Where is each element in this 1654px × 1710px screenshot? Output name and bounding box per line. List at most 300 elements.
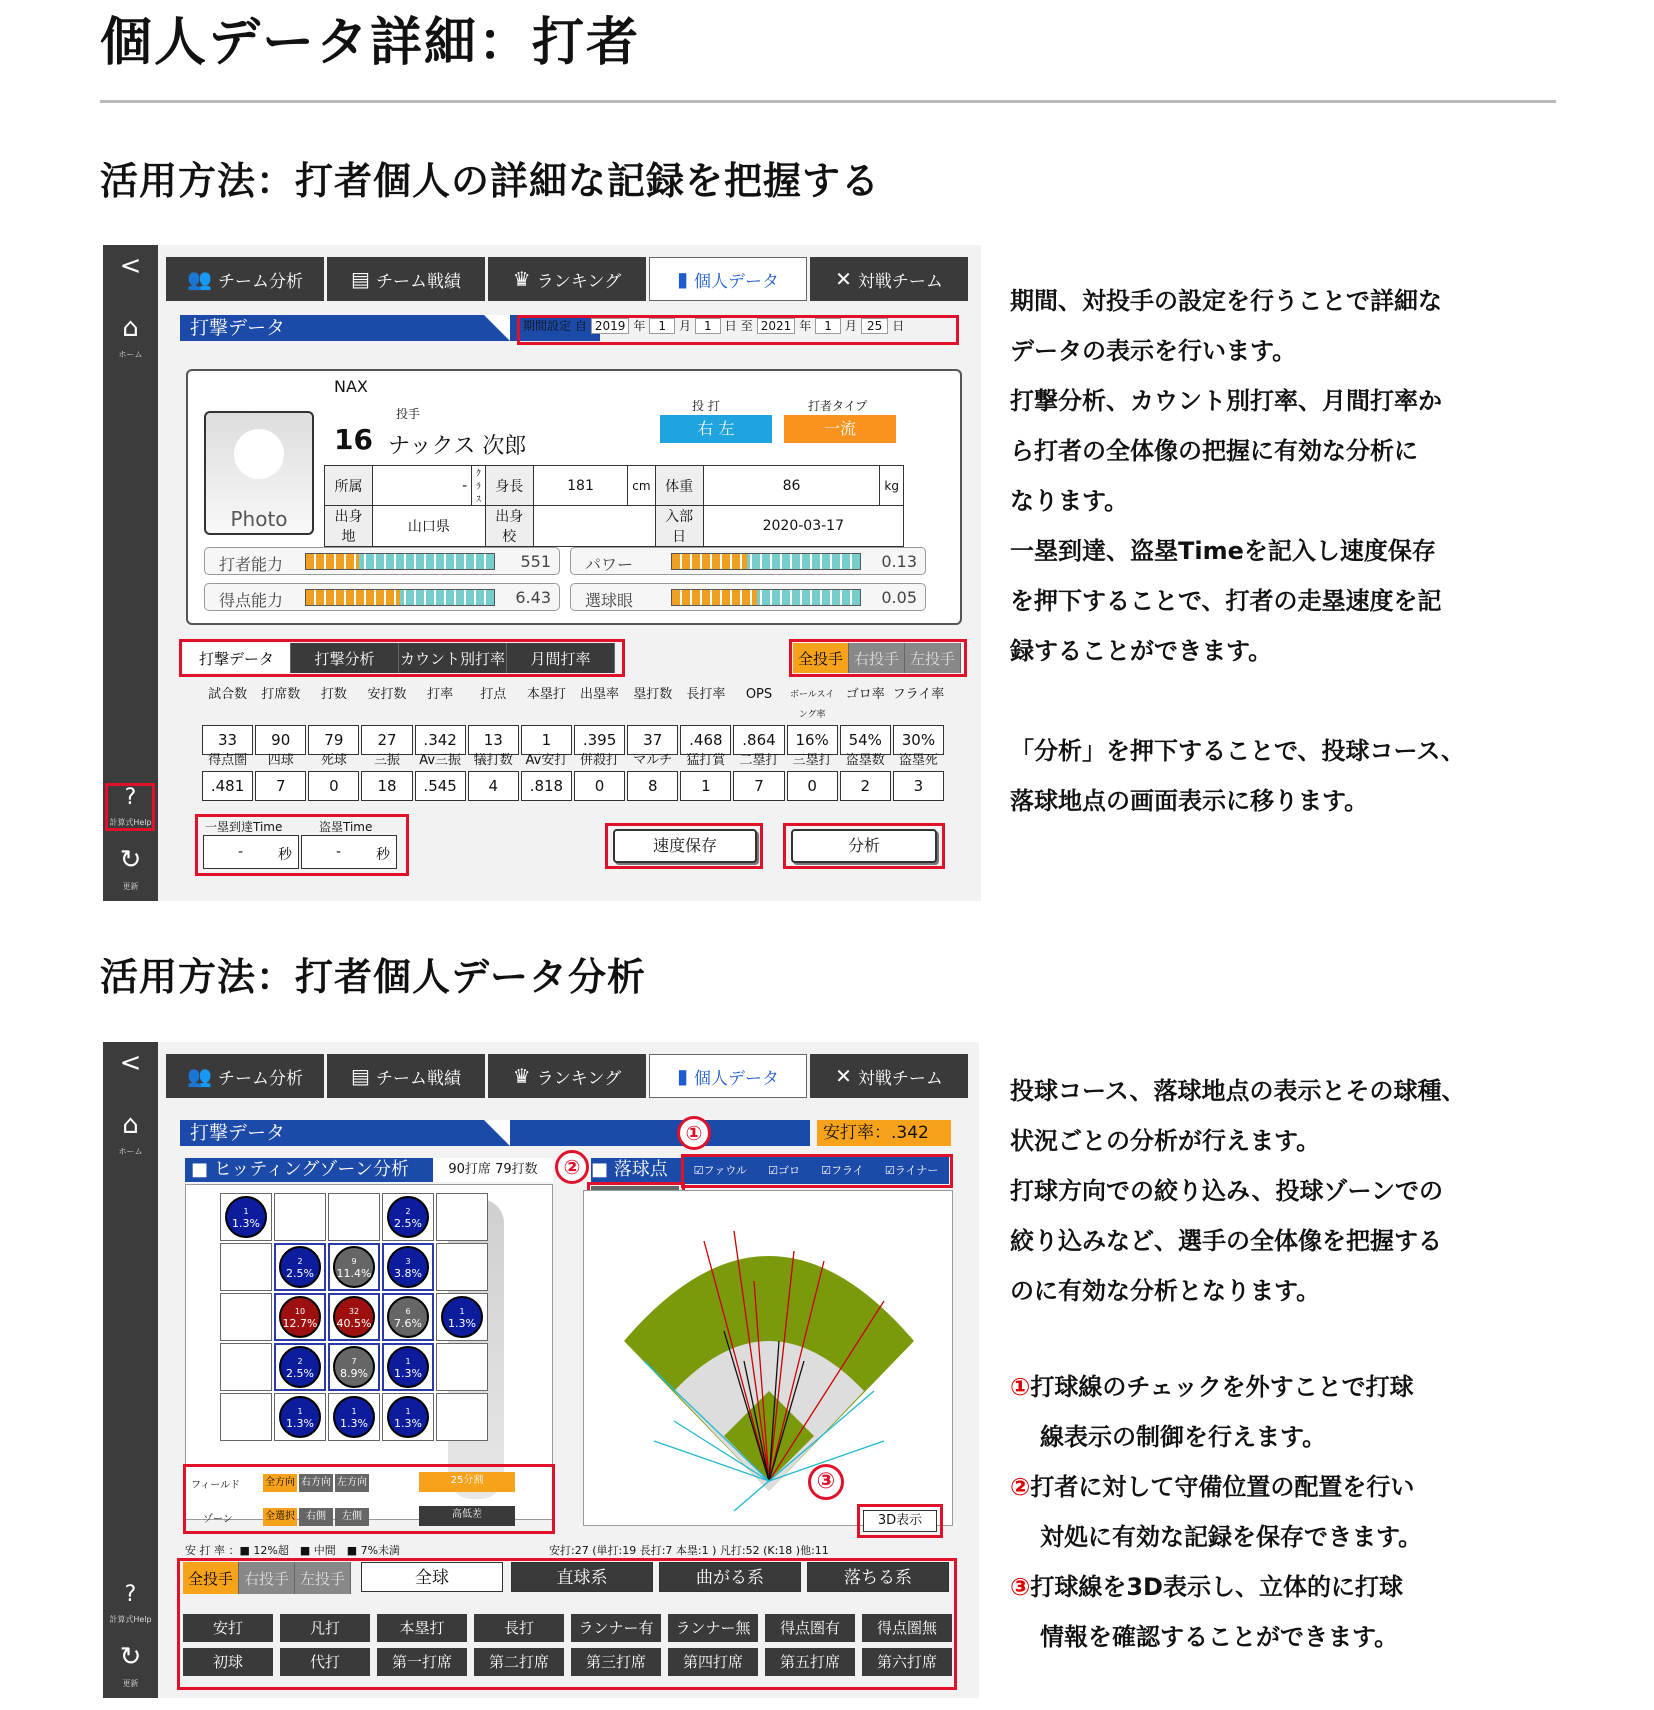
zone-ball bbox=[333, 1296, 375, 1338]
ability-value: 551 bbox=[520, 552, 551, 571]
ability-label: 得点能力 bbox=[219, 591, 284, 610]
help-label: 計算式Help bbox=[109, 1615, 152, 1624]
situation-filter[interactable]: 第三打席 bbox=[571, 1648, 661, 1676]
save-speed-button[interactable]: 速度保存 bbox=[613, 829, 757, 863]
description-line: 打球方向での絞り込み、投球ゾーンでの bbox=[1010, 1177, 1443, 1205]
refresh-label: 更新 bbox=[122, 882, 139, 891]
stat-value: 2 bbox=[840, 771, 891, 801]
zone-count: 7 bbox=[351, 1357, 357, 1366]
to-day-spinner[interactable]: 25 bbox=[861, 318, 888, 334]
screenshot-batter-analysis bbox=[103, 1042, 979, 1698]
zone-ball bbox=[279, 1246, 321, 1288]
check-liner[interactable]: ☑ライナー bbox=[884, 1164, 939, 1177]
stat-value: 37 bbox=[627, 725, 678, 755]
zone-cell[interactable] bbox=[220, 1243, 272, 1291]
ability-power bbox=[570, 547, 926, 575]
check-fly[interactable]: ☑フライ bbox=[821, 1164, 864, 1177]
zone-percent: 1.3% bbox=[340, 1417, 368, 1430]
stat-header: 打率 bbox=[427, 687, 454, 702]
panel-title: 打撃データ bbox=[180, 315, 510, 341]
stat-value: 3 bbox=[893, 771, 944, 801]
stat-value: 7 bbox=[733, 771, 784, 801]
tab-ranking[interactable]: ♛ ランキング bbox=[488, 257, 646, 301]
description-line: 「分析」を押下することで、投球コース、 bbox=[1010, 737, 1466, 765]
ability-bar bbox=[305, 589, 495, 606]
zone-left[interactable]: 左側 bbox=[335, 1508, 369, 1526]
situation-filter[interactable]: 第一打席 bbox=[377, 1648, 467, 1676]
stat-value: 4 bbox=[468, 771, 519, 801]
tab-opponent[interactable]: ✕ 対戦チーム bbox=[810, 257, 968, 301]
zone-percent: 7.6% bbox=[394, 1317, 422, 1330]
stat-value: 54% bbox=[840, 725, 891, 755]
zone-percent: 2.5% bbox=[286, 1367, 314, 1380]
description-line: データの表示を行います。 bbox=[1010, 337, 1297, 365]
field-all[interactable]: 全方向 bbox=[263, 1474, 297, 1492]
zone-percent: 2.5% bbox=[286, 1267, 314, 1280]
pitcher-filter-highlight bbox=[789, 639, 967, 677]
side-rail-2 bbox=[103, 1042, 158, 1698]
analyze-button[interactable]: 分析 bbox=[791, 829, 937, 863]
situation-filter[interactable]: 第六打席 bbox=[862, 1648, 952, 1676]
situation-filter[interactable]: 第五打席 bbox=[765, 1648, 855, 1676]
analyze-highlight bbox=[783, 823, 945, 869]
stat-value: .481 bbox=[202, 771, 253, 801]
zone-ball bbox=[387, 1296, 429, 1338]
ability-bar bbox=[305, 553, 495, 570]
stat-header: 塁打数 bbox=[633, 687, 673, 702]
first-base-time-label: 一塁到達Time bbox=[205, 820, 283, 834]
player-card bbox=[186, 369, 962, 625]
page-title: 個人データ詳細：打者 bbox=[100, 13, 641, 73]
ability-value: 6.43 bbox=[515, 588, 551, 607]
situation-filter[interactable]: 得点圏有 bbox=[765, 1614, 855, 1642]
stat-header: 長打率 bbox=[686, 687, 726, 702]
team-icon: 👥 bbox=[187, 1064, 212, 1088]
ability-batting bbox=[204, 547, 560, 575]
batter-type-label: 打者タイプ bbox=[808, 399, 868, 413]
note-marker: ② bbox=[1010, 1473, 1031, 1501]
section1-description bbox=[1010, 276, 1465, 826]
note-item bbox=[1010, 1362, 1422, 1412]
from-year-spinner[interactable]: 2019 bbox=[591, 318, 630, 334]
main-tabs bbox=[166, 257, 968, 301]
ability-fill bbox=[306, 590, 400, 605]
person-icon bbox=[234, 429, 284, 479]
to-year-spinner[interactable]: 2021 bbox=[757, 318, 796, 334]
stat-value: 30% bbox=[893, 725, 944, 755]
situation-filter[interactable]: 第二打席 bbox=[474, 1648, 564, 1676]
3d-highlight bbox=[857, 1504, 943, 1538]
zone-percent: 12.7% bbox=[282, 1317, 318, 1330]
stat-header: 試合数 bbox=[208, 687, 248, 702]
stat-value: .395 bbox=[574, 725, 625, 755]
marker-3: ③ bbox=[808, 1464, 844, 1500]
back-icon[interactable]: < bbox=[119, 251, 142, 281]
note-item bbox=[1010, 1462, 1422, 1512]
marker-1: ① bbox=[677, 1116, 711, 1150]
period-setting: 期間設定 自 2019 年 1 月 1 日 至 2021 年 1 月 25 日 bbox=[523, 318, 905, 333]
to-month-spinner[interactable]: 1 bbox=[815, 318, 841, 334]
team-code: NAX bbox=[334, 377, 368, 396]
subtabs-highlight bbox=[179, 639, 625, 677]
zone-count: 3 bbox=[405, 1257, 411, 1266]
stat-header: マルチ bbox=[633, 753, 673, 768]
stat-header: 死球 bbox=[320, 753, 347, 768]
section2-description bbox=[1010, 1066, 1466, 1316]
zone-cell[interactable] bbox=[436, 1243, 488, 1291]
situation-filter[interactable]: 本塁打 bbox=[377, 1614, 467, 1642]
description-line: ら打者の全体像の把握に有効な分析に bbox=[1010, 437, 1418, 465]
stat-header: 猛打賞 bbox=[686, 753, 726, 768]
situation-filter[interactable]: ランナー無 bbox=[668, 1614, 758, 1642]
zone-count: 1 bbox=[405, 1407, 411, 1416]
section2-notes bbox=[1010, 1362, 1422, 1662]
zone-ball bbox=[441, 1296, 483, 1338]
stat-value: .818 bbox=[521, 771, 572, 801]
zone-count: 1 bbox=[405, 1357, 411, 1366]
home-label: ホーム bbox=[118, 1147, 143, 1156]
description-line: を押下することで、打者の走塁速度を記 bbox=[1010, 587, 1442, 615]
zone-percent: 2.5% bbox=[394, 1217, 422, 1230]
description-line: 一塁到達、盗塁Timeを記入し速度保存 bbox=[1010, 537, 1436, 565]
zone-cell[interactable] bbox=[220, 1343, 272, 1391]
note-line1: 打者に対して守備位置の配置を行い bbox=[1030, 1473, 1415, 1501]
stat-header: OPS bbox=[745, 687, 773, 702]
note-line1: 打球線のチェックを外すことで打球 bbox=[1030, 1373, 1414, 1401]
zone-ball bbox=[279, 1396, 321, 1438]
description-line: 絞り込みなど、選手の全体像を把握する bbox=[1010, 1227, 1442, 1255]
situation-filter[interactable]: 代打 bbox=[280, 1648, 370, 1676]
stat-header: 打点 bbox=[480, 687, 507, 702]
stat-value: .545 bbox=[415, 771, 466, 801]
situation-filter[interactable]: 初球 bbox=[183, 1648, 273, 1676]
refresh-icon[interactable]: ↻ bbox=[119, 1642, 142, 1672]
steal-time-label: 盗塁Time bbox=[319, 820, 373, 834]
bat-throw-label: 投 打 bbox=[692, 399, 720, 413]
zone-percent: 1.3% bbox=[394, 1367, 422, 1380]
crown-icon: ♛ bbox=[512, 267, 531, 291]
hit-rate-legend: 安 打 率 ：■ 12%超 ■ 中間 ■ 7%未満 bbox=[185, 1544, 401, 1557]
situation-filter[interactable]: ランナー有 bbox=[571, 1614, 661, 1642]
player-name: ナックス 次郎 bbox=[388, 434, 527, 459]
zone-cell[interactable] bbox=[220, 1293, 272, 1341]
note-line2: 線表示の制御を行えます。 bbox=[1040, 1423, 1327, 1451]
main-tabs-2 bbox=[166, 1054, 968, 1098]
side-rail bbox=[103, 245, 158, 901]
crossed-bats-icon: ✕ bbox=[835, 1064, 852, 1088]
zone-cell[interactable] bbox=[436, 1193, 488, 1241]
stat-value: 16% bbox=[787, 725, 838, 755]
ability-label: 打者能力 bbox=[219, 555, 284, 574]
note-marker: ① bbox=[1010, 1373, 1031, 1401]
ability-bar bbox=[671, 553, 861, 570]
tab-team-analysis[interactable]: 👥 チーム分析 bbox=[166, 1054, 324, 1098]
stat-header: 三振 bbox=[373, 753, 400, 768]
tab-team-analysis[interactable]: 👥 チーム分析 bbox=[166, 257, 324, 301]
bar-chart-icon: ▮ bbox=[676, 1064, 688, 1088]
ability-bar bbox=[671, 589, 861, 606]
situation-filter[interactable]: 安打 bbox=[183, 1614, 273, 1642]
filter-right-pitchers[interactable]: 右投手 bbox=[849, 643, 905, 673]
field-diagram bbox=[584, 1191, 954, 1527]
stat-header: 四球 bbox=[267, 753, 294, 768]
back-icon[interactable]: < bbox=[119, 1048, 142, 1078]
zone-cell[interactable] bbox=[436, 1343, 488, 1391]
filter-all-pitchers[interactable]: 全投手 bbox=[793, 643, 849, 673]
zone-count: 1 bbox=[459, 1307, 465, 1316]
ability-fill bbox=[306, 554, 359, 569]
stat-value: 0 bbox=[574, 771, 625, 801]
stat-header: 二塁打 bbox=[739, 753, 779, 768]
stats-grid-1 bbox=[201, 685, 945, 755]
zone-ball bbox=[387, 1246, 429, 1288]
tab-opponent[interactable]: ✕ 対戦チーム bbox=[810, 1054, 968, 1098]
zone-count: 6 bbox=[405, 1307, 411, 1316]
situation-filter[interactable]: 凡打 bbox=[280, 1614, 370, 1642]
stat-value: 0 bbox=[308, 771, 359, 801]
avg-badge: 安打率：.342 bbox=[817, 1120, 951, 1146]
stat-value: 7 bbox=[255, 771, 306, 801]
ability-eye bbox=[570, 583, 926, 611]
save-highlight bbox=[605, 823, 763, 869]
stat-value: 90 bbox=[255, 725, 306, 755]
zone-ball bbox=[279, 1346, 321, 1388]
stat-header: 盗塁死 bbox=[898, 753, 938, 768]
situation-filter[interactable]: 長打 bbox=[474, 1614, 564, 1642]
player-photo: Photo bbox=[204, 411, 314, 535]
check-grounder[interactable]: ☑ゴロ bbox=[768, 1164, 800, 1177]
note-line2: 対処に有効な記録を保存できます。 bbox=[1040, 1523, 1423, 1551]
filter-left-pitchers[interactable]: 左投手 bbox=[295, 1562, 351, 1594]
stat-value: 18 bbox=[361, 771, 412, 801]
stat-header: 打数 bbox=[320, 687, 347, 702]
clipboard-icon: ▤ bbox=[351, 267, 370, 291]
screenshot-batter-data bbox=[103, 245, 981, 901]
section2-heading: 活用方法：打者個人データ分析 bbox=[100, 955, 647, 999]
ability-label: パワー bbox=[585, 555, 634, 574]
zone-counts: 90打席 79打数 bbox=[433, 1158, 553, 1182]
stat-header: ボールスイング率 bbox=[789, 690, 835, 720]
zone-ball bbox=[279, 1296, 321, 1338]
section1-heading: 活用方法：打者個人の詳細な記録を把握する bbox=[100, 159, 881, 203]
home-label: ホーム bbox=[118, 350, 143, 359]
bar-chart-icon: ▮ bbox=[676, 267, 688, 291]
description-line: 録することができます。 bbox=[1010, 637, 1273, 665]
note-item bbox=[1010, 1562, 1422, 1612]
zone-ball bbox=[333, 1246, 375, 1288]
zone-count: 10 bbox=[294, 1307, 306, 1316]
hit-summary: 安打:27 (単打:19 長打:7 本塁:1 ) 凡打:52 (K:18 )他:11 bbox=[549, 1544, 829, 1557]
stat-header: Av安打 bbox=[525, 753, 568, 768]
zone-cell[interactable] bbox=[274, 1193, 326, 1241]
split-25-button[interactable]: 25分割 bbox=[419, 1472, 515, 1492]
ability-scoring bbox=[204, 583, 560, 611]
description-line: 落球地点の画面表示に移ります。 bbox=[1010, 787, 1369, 815]
time-highlight bbox=[195, 814, 409, 876]
filter-left-pitchers[interactable]: 左投手 bbox=[905, 643, 961, 673]
tab-team-record[interactable]: ▤ チーム戦績 bbox=[327, 257, 485, 301]
stat-header: 三塁打 bbox=[792, 753, 832, 768]
zone-percent: 1.3% bbox=[448, 1317, 476, 1330]
note-marker: ③ bbox=[1010, 1573, 1031, 1601]
help-icon[interactable]: ? bbox=[124, 1582, 137, 1607]
period-highlight bbox=[517, 315, 959, 345]
uniform-number: 16 bbox=[334, 423, 373, 456]
filter-right-pitchers[interactable]: 右投手 bbox=[239, 1562, 295, 1594]
home-icon[interactable]: ⌂ bbox=[122, 1110, 139, 1140]
title-divider bbox=[100, 100, 1556, 103]
crown-icon: ♛ bbox=[512, 1064, 531, 1088]
filters-highlight bbox=[177, 1558, 957, 1690]
zone-percent: 3.8% bbox=[394, 1267, 422, 1280]
stat-value: .342 bbox=[415, 725, 466, 755]
tab-personal-data[interactable]: ▮ 個人データ bbox=[649, 1054, 807, 1098]
zone-percent: 40.5% bbox=[336, 1317, 372, 1330]
zone-ball bbox=[387, 1346, 429, 1388]
stat-value: 1 bbox=[521, 725, 572, 755]
tab-personal-data[interactable]: ▮ 個人データ bbox=[649, 257, 807, 301]
tab-ranking[interactable]: ♛ ランキング bbox=[488, 1054, 646, 1098]
field-right[interactable]: 右方向 bbox=[299, 1474, 333, 1492]
zone-ball bbox=[225, 1196, 267, 1238]
stat-header: Av三振 bbox=[419, 753, 462, 768]
stat-header: 犠打数 bbox=[473, 753, 513, 768]
marker-2: ② bbox=[555, 1150, 589, 1184]
zone-ball bbox=[387, 1396, 429, 1438]
check-foul[interactable]: ☑ファウル bbox=[693, 1164, 747, 1177]
zone-percent: 1.3% bbox=[394, 1417, 422, 1430]
help-label: 計算式Help bbox=[109, 818, 152, 827]
tab-team-record[interactable]: ▤ チーム戦績 bbox=[327, 1054, 485, 1098]
stat-value: 79 bbox=[308, 725, 359, 755]
panel-title-bar bbox=[510, 1120, 810, 1146]
drop-point-panel bbox=[583, 1190, 953, 1526]
subtab-count-avg[interactable]: カウント別打率 bbox=[399, 643, 507, 673]
subtab-batting-analysis[interactable]: 打撃分析 bbox=[291, 643, 399, 673]
pitch-dropping[interactable]: 落ちる系 bbox=[807, 1562, 949, 1592]
home-icon[interactable]: ⌂ bbox=[122, 313, 139, 343]
description-line: 期間、対投手の設定を行うことで詳細な bbox=[1010, 287, 1442, 315]
crossed-bats-icon: ✕ bbox=[835, 267, 852, 291]
help-icon[interactable]: ? bbox=[124, 785, 137, 810]
zone-label: ゾーン bbox=[203, 1514, 233, 1525]
stat-header: 得点圏 bbox=[208, 753, 248, 768]
zone-count: 32 bbox=[348, 1307, 360, 1316]
position-label: 投手 bbox=[396, 407, 421, 421]
stat-value: 1 bbox=[680, 771, 731, 801]
drop-point-title: ■ 落球点 bbox=[591, 1158, 681, 1182]
zone-count: 1 bbox=[351, 1407, 357, 1416]
checks-highlight bbox=[681, 1154, 953, 1188]
stat-header: フライ率 bbox=[892, 687, 945, 702]
zone-percent: 1.3% bbox=[286, 1417, 314, 1430]
refresh-label: 更新 bbox=[122, 1679, 139, 1688]
stat-header: 盗塁数 bbox=[845, 753, 885, 768]
zone-ball bbox=[333, 1346, 375, 1388]
stat-header: 出塁率 bbox=[580, 687, 620, 702]
zone-count: 1 bbox=[243, 1207, 249, 1216]
pitch-all[interactable]: 全球 bbox=[361, 1562, 503, 1592]
first-base-time-input[interactable]: - 秒 bbox=[203, 835, 299, 869]
zone-cell[interactable] bbox=[220, 1393, 272, 1441]
zone-count: 1 bbox=[297, 1407, 303, 1416]
clipboard-icon: ▤ bbox=[351, 1064, 370, 1088]
description-line: 打撃分析、カウント別打率、月間打率か bbox=[1010, 387, 1442, 415]
panel-title: 打撃データ bbox=[180, 1120, 510, 1146]
batter-type-badge: 一流 bbox=[784, 415, 896, 443]
note-line1: 打球線を3D表示し、立体的に打球 bbox=[1030, 1573, 1403, 1601]
stat-header: 打席数 bbox=[261, 687, 301, 702]
zone-percent: 8.9% bbox=[340, 1367, 368, 1380]
filter-all-pitchers[interactable]: 全投手 bbox=[183, 1562, 239, 1594]
zone-percent: 1.3% bbox=[232, 1217, 260, 1230]
subtab-monthly-avg[interactable]: 月間打率 bbox=[507, 643, 615, 673]
ability-fill bbox=[672, 590, 757, 605]
stat-value: 0 bbox=[787, 771, 838, 801]
stat-value: 27 bbox=[361, 725, 412, 755]
description-line: 状況ごとの分析が行えます。 bbox=[1010, 1127, 1321, 1155]
zone-percent: 11.4% bbox=[336, 1267, 372, 1280]
hilo-button[interactable]: 高低差 bbox=[419, 1506, 515, 1526]
ability-value: 0.13 bbox=[881, 552, 917, 571]
help-highlight bbox=[105, 783, 155, 831]
zone-count: 2 bbox=[405, 1207, 411, 1216]
stat-value: 33 bbox=[202, 725, 253, 755]
description-line bbox=[1010, 676, 1465, 726]
ability-fill bbox=[672, 554, 747, 569]
stat-value: 13 bbox=[468, 725, 519, 755]
zone-cell[interactable] bbox=[328, 1193, 380, 1241]
steal-time-input[interactable]: - 秒 bbox=[301, 835, 397, 869]
field-label: フィールド bbox=[191, 1480, 240, 1491]
stat-header: 本塁打 bbox=[526, 687, 566, 702]
stat-header: 併殺打 bbox=[580, 753, 620, 768]
stat-value: .468 bbox=[680, 725, 731, 755]
refresh-icon[interactable]: ↻ bbox=[119, 845, 142, 875]
zone-ball bbox=[333, 1396, 375, 1438]
stat-header: 安打数 bbox=[367, 687, 407, 702]
zone-count: 2 bbox=[297, 1257, 303, 1266]
zone-cell[interactable] bbox=[436, 1393, 488, 1441]
zone-right[interactable]: 右側 bbox=[299, 1508, 333, 1526]
pitch-breaking[interactable]: 曲がる系 bbox=[659, 1562, 801, 1592]
situation-filter[interactable]: 得点圏無 bbox=[862, 1614, 952, 1642]
stat-value: .864 bbox=[733, 725, 784, 755]
from-day-spinner[interactable]: 1 bbox=[695, 318, 721, 334]
zone-count: 9 bbox=[351, 1257, 357, 1266]
zone-count: 2 bbox=[297, 1357, 303, 1366]
team-icon: 👥 bbox=[187, 267, 212, 291]
zone-all[interactable]: 全選択 bbox=[263, 1508, 297, 1526]
stat-value: 8 bbox=[627, 771, 678, 801]
3d-view-button[interactable]: 3D表示 bbox=[863, 1510, 937, 1532]
bat-throw-badge: 右 左 bbox=[660, 415, 772, 443]
zone-ball bbox=[387, 1196, 429, 1238]
note-line2: 情報を確認することができます。 bbox=[1040, 1623, 1399, 1651]
from-month-spinner[interactable]: 1 bbox=[649, 318, 675, 334]
description-line: なります。 bbox=[1010, 487, 1129, 515]
field-left[interactable]: 左方向 bbox=[335, 1474, 369, 1492]
zone-analysis-title: ■ ヒッティングゾーン分析 bbox=[185, 1158, 553, 1182]
situation-filter[interactable]: 第四打席 bbox=[668, 1648, 758, 1676]
profile-table: 所属 - ｸﾗｽ 身長 181 cm 体重 86 kg 出身地 山口県 出身校 入部日 2020-03-17 bbox=[324, 465, 904, 547]
description-line: 投球コース、落球地点の表示とその球種、 bbox=[1010, 1077, 1466, 1105]
stats-grid-2 bbox=[201, 751, 945, 801]
ability-value: 0.05 bbox=[881, 588, 917, 607]
zone-filter-highlight bbox=[183, 1464, 555, 1534]
subtab-batting-data[interactable]: 打撃データ bbox=[183, 643, 291, 673]
pitch-fastball[interactable]: 直球系 bbox=[511, 1562, 653, 1592]
